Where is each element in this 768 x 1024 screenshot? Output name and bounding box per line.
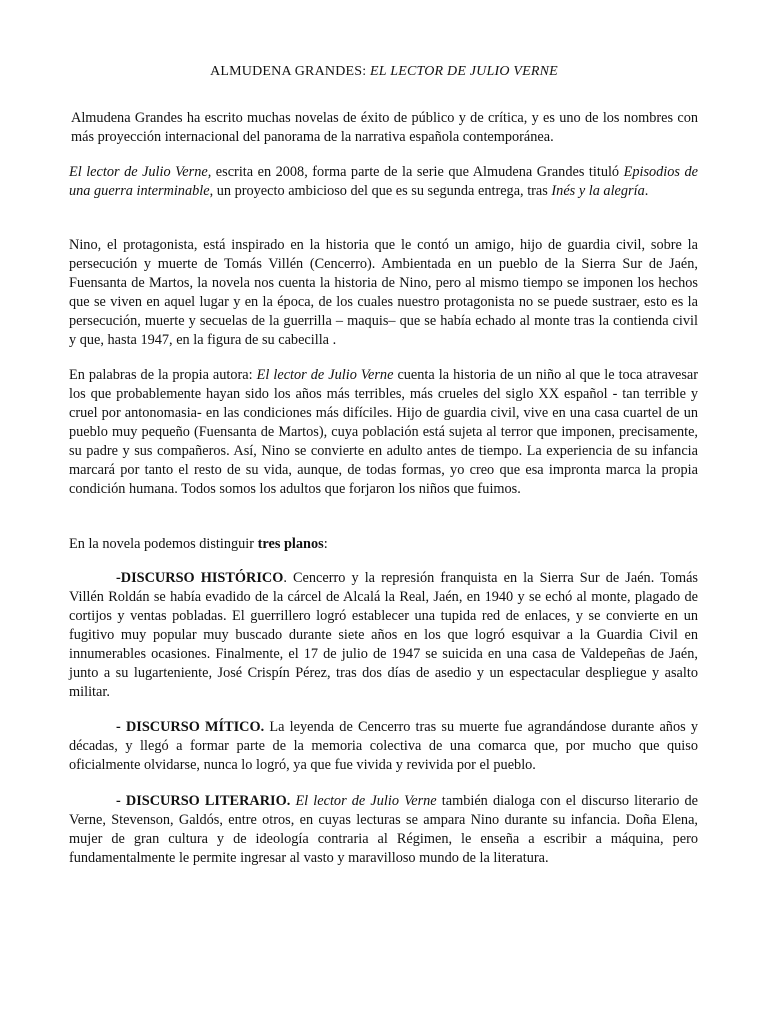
previous-book-italic: Inés y la alegría xyxy=(551,183,645,199)
paragraph-text: cuenta la historia de un niño al que le toca atravesar los que probablemente hayan sido los años más terribles, más crueles del siglo XX español - tan terrible y cruel por antonomasia- en las condiciones más difíciles. Hijo de guardia civil, vive en una casa cuartel de un pueblo muy pequeño (Fuensanta de Martos), cuya población está sujeta al terror que imponen, precisamente, su padre y sus compañeros. Así, Nino se convierte en adulto antes de tiempo. La experiencia de su infancia marcará por tanto el resto de su vida, aunque, de todas formas, yo creo que esa impronta marca la propia condición humana. Todos somos los adultos que forjaron los niños que fuimos. xyxy=(69,367,699,497)
book-title-italic: El lector de Julio Verne xyxy=(256,367,394,383)
title-author: ALMUDENA GRANDES: xyxy=(210,64,367,79)
paragraph-text: En palabras de la propia autora: xyxy=(69,367,257,383)
title-book: EL LECTOR DE JULIO VERNE xyxy=(370,64,558,79)
literary-heading: - DISCURSO LITERARIO. xyxy=(116,793,291,809)
paragraph-literary-discourse xyxy=(69,792,698,868)
paragraph-text: escrita en 2008, forma parte de la serie que Almudena Grandes tituló xyxy=(211,164,624,180)
paragraph-text: En la novela podemos distinguir xyxy=(69,536,258,552)
paragraph-mythic-discourse xyxy=(69,718,698,775)
paragraph-text: Nino, el protagonista, está inspirado en la historia que le contó un amigo, hijo de guardia civil, sobre la persecución y muerte de Tomás Villén (Cencerro). Ambientada en un pueblo de la Sierra Sur de Jaén, Fuensanta de Martos, la novela nos cuenta la historia de Nino, pero al mismo tiempo se imponen los hechos que se viven en aquel lugar y en la época, de los cuales nuestro protagonista no se puede sustraer, esto es la persecución, muerte y secuelas de la guerrilla – maquis– que se había echado al monte tras la contienda civil y que, hasta 1947, en la figura de su cabecilla . xyxy=(69,237,698,348)
book-title-italic: El lector de Julio Verne xyxy=(295,793,437,809)
historic-heading: -DISCURSO HISTÓRICO xyxy=(116,570,284,586)
paragraph-publication xyxy=(69,163,698,201)
paragraph-text: : xyxy=(323,536,328,552)
paragraph-text: también dialoga con el discurso literario de Verne, Stevenson, Galdós, entre otros, en cuyas lecturas se ampara Nino durante su infancia. Doña Elena, mujer de gran cultura y de ideología contraria al Régimen, le enseña a escribir a máquina, pero fundamentalmente le permite ingresar al vasto y maravilloso mundo de la literatura. xyxy=(69,793,699,866)
book-title-italic: El lector de Julio Verne, xyxy=(69,164,212,180)
paragraph-text: . Cencerro y la represión franquista en la Sierra Sur de Jaén. Tomás Villén Roldán se había evadido de la cárcel de Alcalá la Real, Jaén, en 1940 y se echó al monte, plagado de cortijos y ventas pobladas. El guerrillero logró establecer una tupida red de enlaces, y se convierte en un fugitivo muy popular muy buscado durante siete años en los que logró esquivar a la Guardia Civil en innumerables ocasiones. Finalmente, el 17 de julio de 1947 se suicida en una casa de Valdepeñas de Jaén, junto a su lugarteniente, José Crispín Pérez, tras dos días de asedio y un espectacular despliegue y asalto militar. xyxy=(69,570,698,700)
intro-text: Almudena Grandes ha escrito muchas novelas de éxito de público y de crítica, y es uno de los nombres con más proyección internacional del panorama de la narrativa española contemporánea. xyxy=(71,110,698,145)
paragraph-text: , un proyecto ambicioso del que es su segunda entrega, tras xyxy=(209,183,552,199)
series-title-italic: Episodios de una guerra interminable xyxy=(69,164,698,199)
page-title xyxy=(0,64,768,80)
paragraph-text: . xyxy=(644,183,649,199)
paragraph-intro xyxy=(71,109,698,147)
paragraph-historic-discourse xyxy=(69,569,698,702)
paragraph-text: La leyenda de Cencerro tras su muerte fue agrandándose durante años y décadas, y llegó a formar parte de la memoria colectiva de una comarca que, por mucho que quiso oficialmente olvidarse, nunca lo logró, ya que fue vivida y revivida por el pueblo. xyxy=(69,719,698,773)
paragraph-protagonist xyxy=(69,236,698,350)
three-planes-bold: tres planos xyxy=(257,536,324,552)
paragraph-author-quote xyxy=(69,366,698,499)
paragraph-three-planes xyxy=(69,535,698,554)
mythic-heading: - DISCURSO MÍTICO. xyxy=(116,719,265,735)
